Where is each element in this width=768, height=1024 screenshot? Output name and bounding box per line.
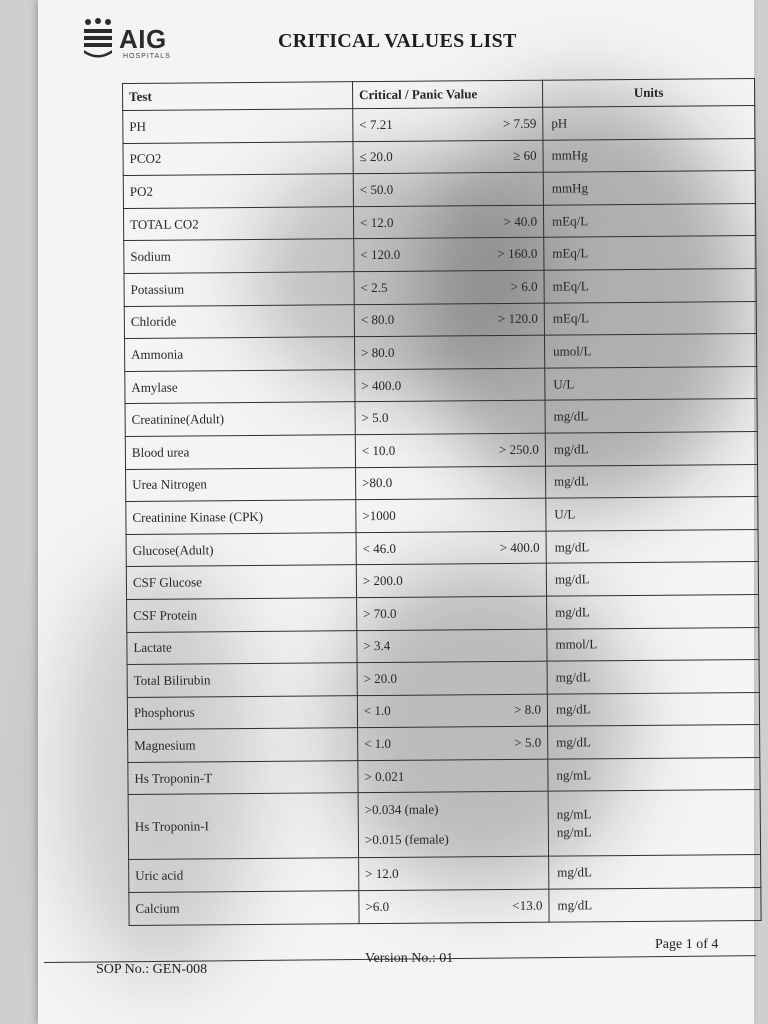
critical-low-cell: >1000 <box>356 499 486 533</box>
unit-cell: umol/L <box>544 334 756 368</box>
critical-low-cell: > 20.0 <box>357 662 487 696</box>
unit-cell: pH <box>543 106 755 140</box>
table-row <box>125 431 757 469</box>
critical-high-cell: > 7.59 <box>483 107 543 140</box>
test-name-cell: Hs Troponin-T <box>128 761 358 795</box>
table-body-tail <box>128 790 760 860</box>
table-row <box>127 660 759 698</box>
table-row <box>123 203 755 241</box>
table-row <box>129 855 761 893</box>
column-header-test: Test <box>123 82 353 111</box>
critical-low-cell: < 2.5 <box>354 271 484 305</box>
column-header-critical-value: Critical / Panic Value <box>352 80 542 108</box>
test-name-cell: Uric acid <box>129 858 359 892</box>
table-row <box>127 627 759 665</box>
unit-cell: mmHg <box>543 171 755 205</box>
test-name-cell: Potassium <box>124 272 354 306</box>
unit-cell: mEq/L <box>544 268 756 302</box>
unit-cell: U/L <box>546 497 758 531</box>
table-row <box>129 888 761 926</box>
test-name-cell: PH <box>123 109 353 143</box>
unit-cell: mEq/L <box>544 236 756 270</box>
logo-brand: AIG <box>119 24 167 54</box>
table-row <box>127 692 759 730</box>
critical-low-cell: > 200.0 <box>356 564 486 598</box>
test-name-cell: Creatinine Kinase (CPK) <box>126 500 356 534</box>
unit-cell: mg/dL <box>547 660 759 694</box>
critical-high-cell: > 8.0 <box>487 694 547 727</box>
unit-cell: mEq/L <box>543 203 755 237</box>
critical-high-cell <box>488 759 548 792</box>
critical-low-cell: > 5.0 <box>355 401 485 435</box>
critical-value-female: >0.015 (female) <box>364 831 449 848</box>
critical-low-cell: < 50.0 <box>353 173 483 207</box>
critical-low-cell: > 80.0 <box>355 336 485 370</box>
critical-high-cell <box>487 629 547 662</box>
critical-value-cell <box>358 792 549 858</box>
critical-high-cell: > 6.0 <box>484 270 544 303</box>
logo-subtitle: HOSPITALS <box>123 53 171 60</box>
version-number: Version No.: 01 <box>365 951 454 966</box>
critical-high-cell <box>486 563 546 596</box>
table-body-end <box>129 855 761 925</box>
critical-low-cell: >80.0 <box>356 466 486 500</box>
critical-values-table-wrapper <box>122 78 765 926</box>
table-body <box>123 106 760 795</box>
test-name-cell: Chloride <box>124 304 354 338</box>
table-row <box>128 790 760 860</box>
sop-number: SOP No.: GEN-008 <box>96 962 208 977</box>
critical-high-cell <box>486 498 546 531</box>
unit-cell: mmol/L <box>547 627 759 661</box>
page-title: CRITICAL VALUES LIST <box>278 30 517 52</box>
test-name-cell: Glucose(Adult) <box>126 532 356 566</box>
critical-low-cell: ≤ 20.0 <box>353 140 483 174</box>
critical-low-cell: >6.0 <box>359 890 489 924</box>
critical-high-cell: ≥ 60 <box>483 140 543 173</box>
test-name-cell: Calcium <box>129 891 359 925</box>
critical-high-cell <box>487 661 547 694</box>
table-row <box>123 171 755 209</box>
unit-cell: mg/dL <box>549 888 761 922</box>
critical-values-table <box>122 78 762 926</box>
unit-cell: ng/mL <box>548 757 760 791</box>
critical-high-cell <box>483 172 543 205</box>
test-name-cell: Amylase <box>125 369 355 403</box>
unit-cell: mEq/L <box>544 301 756 335</box>
critical-high-cell: > 250.0 <box>485 433 545 466</box>
table-row <box>123 106 755 144</box>
unit-cell: mg/dL <box>549 855 761 889</box>
critical-high-cell: > 40.0 <box>483 205 543 238</box>
critical-high-cell <box>485 368 545 401</box>
critical-low-cell: > 400.0 <box>355 368 485 402</box>
unit-cell: mg/dL <box>545 431 757 465</box>
critical-low-cell: < 7.21 <box>353 108 483 142</box>
critical-high-cell: > 120.0 <box>484 303 544 336</box>
unit-cell: mg/dL <box>546 464 758 498</box>
critical-low-cell: > 70.0 <box>357 597 487 631</box>
test-name-cell: Urea Nitrogen <box>126 467 356 501</box>
critical-high-cell <box>486 466 546 499</box>
test-name-cell: Total Bilirubin <box>127 663 357 697</box>
table-row <box>125 334 757 372</box>
table-row <box>126 562 758 600</box>
unit-cell: U/L <box>545 366 757 400</box>
table-row <box>126 464 758 502</box>
critical-low-cell: < 80.0 <box>354 303 484 337</box>
test-name-cell: Sodium <box>124 239 354 273</box>
unit-cell: mg/dL <box>547 692 759 726</box>
critical-value-male: >0.034 (male) <box>364 802 439 818</box>
test-name-cell: Phosphorus <box>127 695 357 729</box>
critical-low-cell: < 1.0 <box>357 694 487 728</box>
unit-cell: mg/dL <box>545 399 757 433</box>
unit-cell <box>548 790 761 857</box>
unit-male: ng/mL <box>556 806 592 823</box>
test-name-cell: Lactate <box>127 630 357 664</box>
page-number: Page 1 of 4 <box>655 937 719 952</box>
table-row <box>125 399 757 437</box>
table-row <box>127 594 759 632</box>
table-row <box>125 366 757 404</box>
table-row <box>128 757 760 795</box>
critical-high-cell: > 160.0 <box>484 238 544 271</box>
critical-low-cell: > 3.4 <box>357 629 487 663</box>
critical-high-cell <box>487 596 547 629</box>
critical-high-cell: <13.0 <box>489 889 549 922</box>
unit-cell: mg/dL <box>547 594 759 628</box>
test-name-cell: Ammonia <box>125 337 355 371</box>
test-name-cell: PO2 <box>123 174 353 208</box>
critical-low-cell: < 12.0 <box>353 205 483 239</box>
table-row <box>124 268 756 306</box>
critical-high-cell <box>485 401 545 434</box>
unit-cell: mmHg <box>543 138 755 172</box>
test-name-cell: Blood urea <box>125 435 355 469</box>
logo-mark-icon <box>82 18 114 58</box>
critical-low-cell: < 10.0 <box>355 434 485 468</box>
test-name-cell: Magnesium <box>128 728 358 762</box>
critical-low-cell: < 1.0 <box>358 727 488 761</box>
table-row <box>124 236 756 274</box>
test-name-cell: PCO2 <box>123 141 353 175</box>
critical-high-cell: > 5.0 <box>488 726 548 759</box>
critical-high-cell: > 400.0 <box>486 531 546 564</box>
critical-low-cell: > 12.0 <box>359 857 489 891</box>
critical-high-cell <box>489 857 549 890</box>
unit-cell: mg/dL <box>548 725 760 759</box>
table-row <box>123 138 755 176</box>
test-name-cell: CSF Protein <box>127 598 357 632</box>
test-name-cell: TOTAL CO2 <box>123 206 353 240</box>
table-row <box>126 529 758 567</box>
test-name-cell: Hs Troponin-I <box>128 793 359 860</box>
critical-low-cell: > 0.021 <box>358 760 488 794</box>
hospital-logo <box>82 18 171 60</box>
critical-low-cell: < 46.0 <box>356 531 486 565</box>
unit-cell: mg/dL <box>546 529 758 563</box>
critical-high-cell <box>484 335 544 368</box>
unit-female: ng/mL <box>556 824 592 841</box>
column-header-units: Units <box>542 79 754 108</box>
table-row <box>124 301 756 339</box>
table-row <box>128 725 760 763</box>
table-row <box>126 497 758 535</box>
unit-cell: mg/dL <box>546 562 758 596</box>
test-name-cell: CSF Glucose <box>126 565 356 599</box>
critical-low-cell: < 120.0 <box>354 238 484 272</box>
test-name-cell: Creatinine(Adult) <box>125 402 355 436</box>
